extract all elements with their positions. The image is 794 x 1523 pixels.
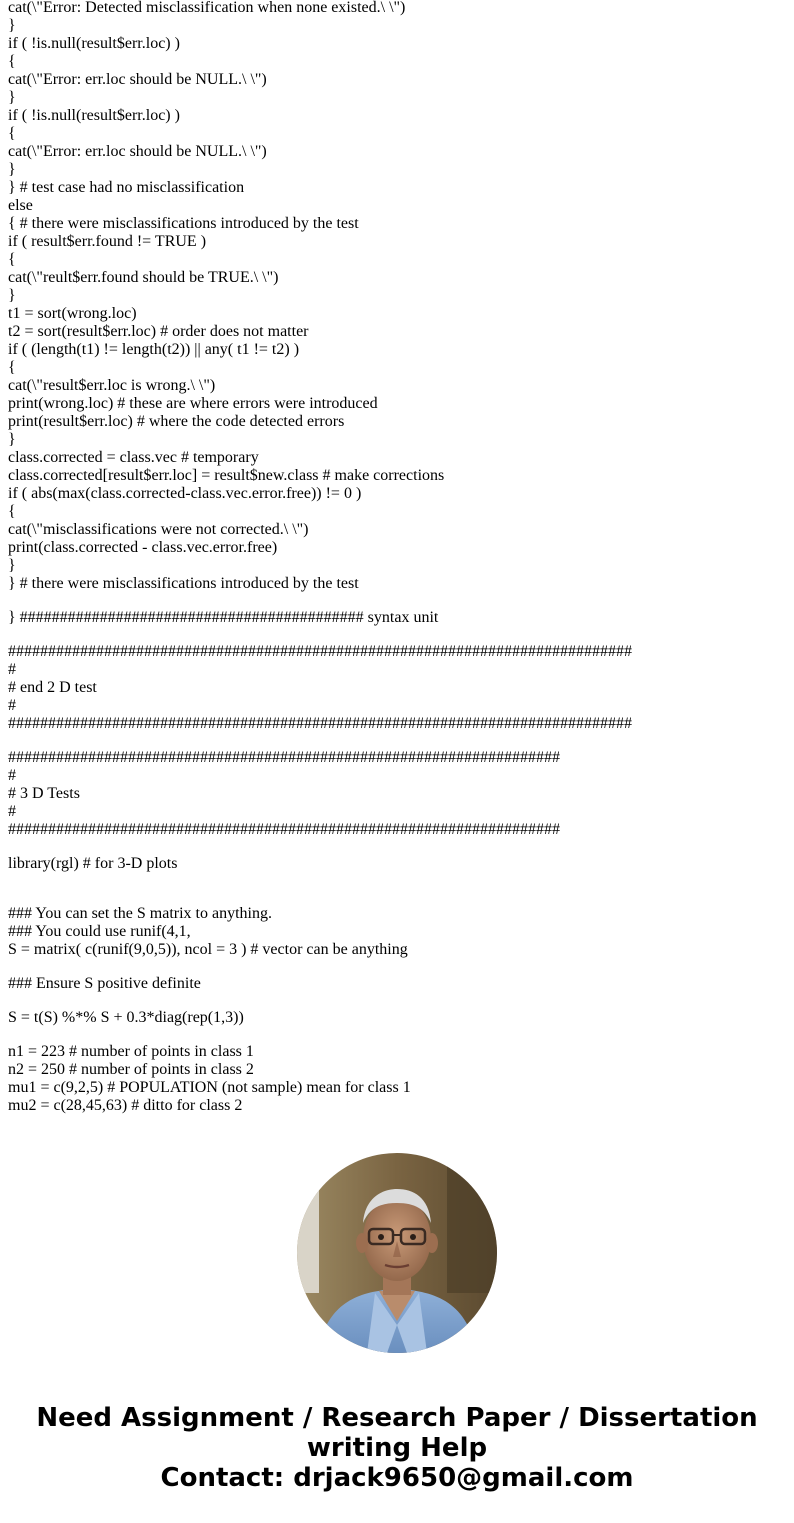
code-line (8, 627, 788, 643)
code-line: } # test case had no misclassification (8, 179, 245, 196)
code-line (8, 839, 788, 855)
avatar-portrait (297, 1153, 497, 1353)
code-line: if ( (length(t1) != length(t2)) || any( t1 != t2) ) (8, 341, 300, 358)
promo-line-2: writing Help (306, 1433, 488, 1463)
code-line: { (8, 251, 16, 268)
code-line: n1 = 223 # number of points in class 1 (8, 1043, 254, 1060)
code-line: } # there were misclassifications introduced by the test (8, 575, 359, 592)
code-line: t2 = sort(result$err.loc) # order does not matter (8, 323, 309, 340)
code-line: ############################################################################## (8, 715, 632, 732)
code-line: S = matrix( c(runif(9,0,5)), ncol = 3 ) # vector can be anything (8, 941, 408, 958)
code-line: cat(\"Error: err.loc should be NULL.\ \") (8, 143, 267, 160)
code-line: ##################################################################### (8, 749, 560, 766)
code-line: # 3 D Tests (8, 785, 80, 802)
code-line: # (8, 661, 16, 678)
code-line: if ( abs(max(class.corrected-class.vec.error.free)) != 0 ) (8, 485, 362, 502)
code-line: } (8, 17, 16, 34)
code-line: { (8, 359, 16, 376)
code-line: } (8, 431, 16, 448)
code-line: print(class.corrected - class.vec.error.free) (8, 539, 278, 556)
code-line: cat(\"Error: err.loc should be NULL.\ \") (8, 71, 267, 88)
code-line: S = t(S) %*% S + 0.3*diag(rep(1,3)) (8, 1009, 244, 1026)
code-line: print(result$err.loc) # where the code detected errors (8, 413, 345, 430)
code-line: cat(\"result$err.loc is wrong.\ \") (8, 377, 216, 394)
code-line: # (8, 697, 16, 714)
author-avatar (297, 1153, 497, 1353)
code-line: } (8, 89, 16, 106)
code-line: class.corrected = class.vec # temporary (8, 449, 259, 466)
code-line: print(wrong.loc) # these are where errors were introduced (8, 395, 378, 412)
code-line: mu2 = c(28,45,63) # ditto for class 2 (8, 1097, 243, 1114)
code-line: ### You can set the S matrix to anything. (8, 905, 272, 922)
code-line: ############################################################################## (8, 643, 632, 660)
code-line (8, 1027, 788, 1043)
code-line: ### You could use runif(4,1, (8, 923, 191, 940)
code-line: # end 2 D test (8, 679, 97, 696)
code-line: library(rgl) # for 3-D plots (8, 855, 178, 872)
code-line: if ( !is.null(result$err.loc) ) (8, 107, 180, 124)
code-line: else (8, 197, 33, 214)
code-line: class.corrected[result$err.loc] = result$new.class # make corrections (8, 467, 445, 484)
code-line: cat(\"misclassifications were not corrected.\ \") (8, 521, 309, 538)
code-line (8, 959, 788, 975)
code-line: } ########################################### syntax unit (8, 609, 439, 626)
code-line: cat(\"Error: Detected misclassification when none existed.\ \") (8, 0, 406, 16)
promo-contact: Contact: drjack9650@gmail.com (160, 1463, 634, 1493)
code-line (8, 733, 788, 749)
code-line: { (8, 53, 16, 70)
code-line (8, 873, 788, 889)
code-line: cat(\"reult$err.found should be TRUE.\ \") (8, 269, 279, 286)
code-line: # (8, 767, 16, 784)
code-line (8, 993, 788, 1009)
code-line: { # there were misclassifications introduced by the test (8, 215, 359, 232)
code-line (8, 593, 788, 609)
code-line: t1 = sort(wrong.loc) (8, 305, 137, 322)
code-line: mu1 = c(9,2,5) # POPULATION (not sample) mean for class 1 (8, 1079, 411, 1096)
code-line: } (8, 557, 16, 574)
code-line: { (8, 125, 16, 142)
code-line: if ( !is.null(result$err.loc) ) (8, 35, 180, 52)
code-line: } (8, 161, 16, 178)
code-line: } (8, 287, 16, 304)
promo-banner (0, 1403, 794, 1493)
code-line (8, 889, 788, 905)
code-line: ### Ensure S positive definite (8, 975, 201, 992)
code-line: ##################################################################### (8, 821, 560, 838)
code-line: n2 = 250 # number of points in class 2 (8, 1061, 254, 1078)
code-listing (8, 0, 788, 1115)
code-line: # (8, 803, 16, 820)
code-line: if ( result$err.found != TRUE ) (8, 233, 207, 250)
code-line: { (8, 503, 16, 520)
promo-line-1: Need Assignment / Research Paper / Dissertation (36, 1403, 758, 1433)
